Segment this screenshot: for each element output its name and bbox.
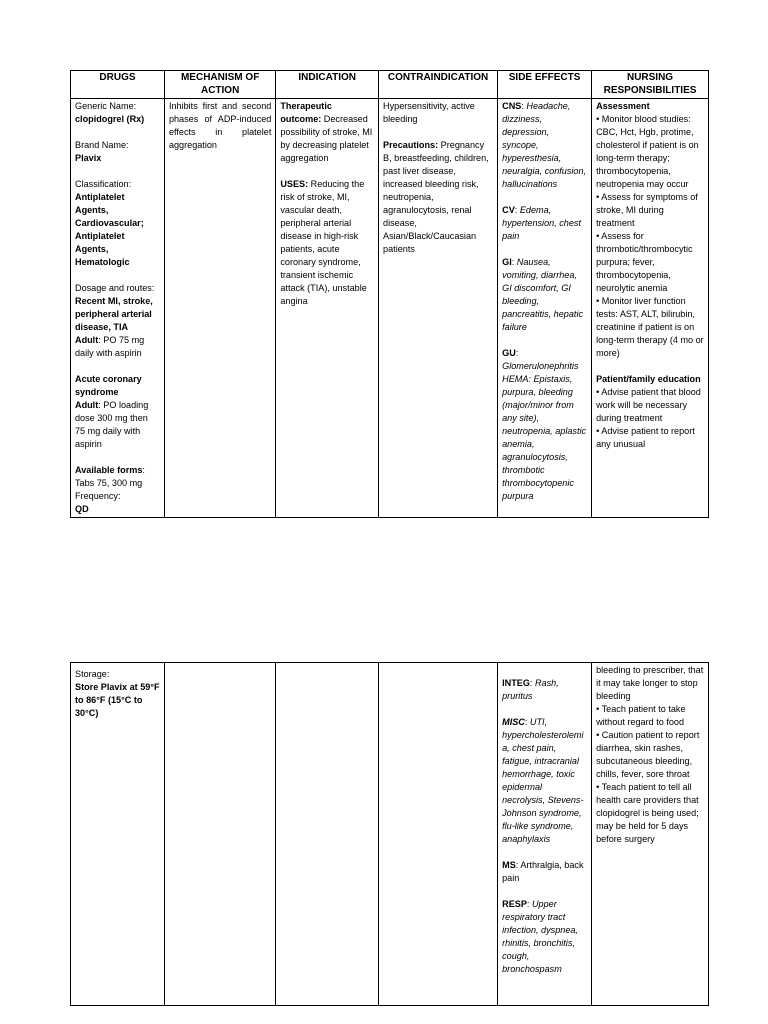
header-indication: INDICATION [276,71,379,99]
integ-text: Rash, pruritus [502,678,559,701]
assessment-item: • Monitor liver function tests: AST, ALT, bilirubin, creatinine if patient is on long-term therapy (4 mo or more) [596,296,704,358]
header-drugs: DRUGS [71,71,165,99]
assessment-label: Assessment [596,101,650,111]
side-effects-cell: CNS: Headache, dizziness, depression, syncope, hyperesthesia, neuralgia, confusion, hallucinations CV: Edema, hypertension, chest pain GI: Nausea, vomiting, diarrhea, GI discomfort, GI bleeding, pancreatitis, hepatic failure GU: Glomerulonephritis HEMA: Epistaxis, purpura, bleeding (major/minor from any site), neutropenia, aplastic anemia, agranulocytosis, thrombotic thrombocytopenic purpura [498,99,592,518]
drugs-cell-continued [71,663,165,1006]
contraindication-cell-continued [379,663,498,1006]
frequency-label: Frequency: [75,491,121,501]
drugs-cell [71,99,165,518]
adult-dose-text: : PO loading dose 300 mg then 75 mg daily with aspirin [75,400,149,449]
storage-value: Store Plavix at 59°F to 86°F (15°C to 30°C) [75,682,160,718]
available-forms-value: Tabs 75, 300 mg [75,478,143,488]
header-side-effects: SIDE EFFECTS [498,71,592,99]
education-label: Patient/family education [596,374,701,384]
resp-text: Upper respiratory tract infection, dyspnea, rhinitis, bronchitis, cough, bronchospasm [502,899,578,974]
cv-label: CV [502,205,515,215]
classification-label: Classification: [75,179,132,189]
brand-name-value: Plavix [75,153,102,163]
gi-label: GI [502,257,512,267]
indication-cell [276,99,379,518]
ms-text: Arthralgia, back pain [502,860,584,883]
precautions-label: Precautions: [383,140,439,150]
adult-dose-2 [75,399,160,451]
integ-label: INTEG [502,678,530,688]
generic-name-value: clopidogrel (Rx) [75,114,145,124]
nursing-cell-continued [592,663,709,1006]
education-item: • Advise patient to report any unusual [596,426,695,449]
misc-text: UTI, hypercholesterolemia, chest pain, fatigue, intracranial hemorrhage, toxic epidermal necrolysis, Stevens-Johnson syndrome, flu-like syndrome, anaphylaxis [502,717,584,844]
generic-name-label: Generic Name: [75,101,137,111]
dosage-label: Dosage and routes: [75,283,155,293]
classification-line: Antiplatelet [75,192,125,202]
dosage-condition: Recent MI, stroke, peripheral arterial disease, TIA [75,296,153,332]
uses-label: USES: [280,179,309,189]
contraindication-text: Hypersensitivity, active bleeding [383,101,475,124]
classification-line: Antiplatelet [75,231,125,241]
storage-label: Storage: [75,669,110,679]
classification-line: Agents, [75,244,109,254]
available-forms-label: Available forms [75,465,143,475]
header-nursing-responsibilities: NURSING RESPONSIBILITIES [592,71,709,99]
nursing-cell [592,99,709,518]
misc-label: MISC [502,717,525,727]
adult-label: Adult [75,400,99,410]
cns-text: Headache, dizziness, depression, syncope, hyperesthesia, neuralgia, confusion, hallucinations [502,101,587,189]
header-row [71,71,709,99]
acs-label: Acute coronary syndrome [75,374,142,397]
education-item: • Teach patient to tell all health care providers that clopidogrel is being used; may be held for 5 days before surgery [596,782,699,844]
adult-dose-text: : PO 75 mg daily with aspirin [75,335,145,358]
gu-text: Glomerulonephritis HEMA: Epistaxis, purpura, bleeding (major/minor from any site), neutropenia, aplastic anemia, agranulocytosis, thrombotic thrombocytopenic purpura [502,361,587,501]
header-contraindication: CONTRAINDICATION [379,71,498,99]
assessment-item: • Assess for symptoms of stroke, MI during treatment [596,192,698,228]
classification-line: Hematologic [75,257,130,267]
assessment-item: • Assess for thrombotic/thrombocytic purpura; fever, thrombocytopenia, neurolytic anemia [596,231,693,293]
content-row [71,99,709,518]
education-item-continued: bleeding to prescriber, that it may take longer to stop bleeding [596,665,704,701]
adult-dose-1 [75,334,160,360]
frequency-value: QD [75,504,89,514]
cns-label: CNS [502,101,522,111]
cv-text: Edema, hypertension, chest pain [502,205,581,241]
classification-line: Agents, [75,205,109,215]
adult-label: Adult [75,335,99,345]
classification-line: Cardiovascular; [75,218,144,228]
therapeutic-outcome-text: Decreased possibility of stroke, MI by decreasing platelet aggregation [280,114,373,163]
header-mechanism: MECHANISM OF ACTION [164,71,275,99]
mechanism-cell [164,99,275,518]
mechanism-cell-continued [164,663,275,1006]
side-effects-cell-continued: INTEG: Rash, pruritus MISC: UTI, hypercholesterolemia, chest pain, fatigue, intracranial hemorrhage, toxic epidermal necrolysis, Stevens-Johnson syndrome, flu-like syndrome, anaphylaxis MS: Arthralgia, back pain RESP: Upper respiratory tract infection, dyspnea, rhinitis, bronchitis, cough, bronchospasm [498,663,592,1006]
available-forms-colon: : [142,465,145,475]
therapeutic-outcome-label: Therapeutic outcome: [280,101,332,124]
education-item: • Advise patient that blood work will be necessary during treatment [596,387,701,423]
uses-text: Reducing the risk of stroke, MI, vascular death, peripheral arterial disease in high-risk patients, acute coronary syndrome, transient ischemic attack (TIA), unstable angina [280,179,367,306]
resp-label: RESP [502,899,527,909]
education-item: • Teach patient to take without regard to food [596,704,686,727]
drug-card-table-page-1 [70,70,709,518]
assessment-item: • Monitor blood studies: CBC, Hct, Hgb, protime, cholesterol if patient is on long-term therapy; thrombocytopenia, neutropenia may occur [596,114,699,189]
indication-cell-continued [276,663,379,1006]
gu-label: GU [502,348,516,358]
gi-text: Nausea, vomiting, diarrhea, GI discomfort, GI bleeding, pancreatitis, hepatic failure [502,257,584,332]
ms-label: MS [502,860,516,870]
precautions-text: Pregnancy B, breastfeeding, children, past liver disease, increased bleeding risk, neutropenia, agranulocytosis, renal disease, Asian/Black/Caucasian patients [383,140,489,254]
drug-card-table-page-2 [70,662,709,1006]
mechanism-text: Inhibits first and second phases of ADP-induced effects in platelet aggregation [168,101,272,150]
brand-name-label: Brand Name: [75,140,129,150]
education-item: • Caution patient to report diarrhea, skin rashes, subcutaneous bleeding, chills, fever, sore throat [596,730,700,779]
continuation-row [71,663,709,1006]
contraindication-cell [379,99,498,518]
